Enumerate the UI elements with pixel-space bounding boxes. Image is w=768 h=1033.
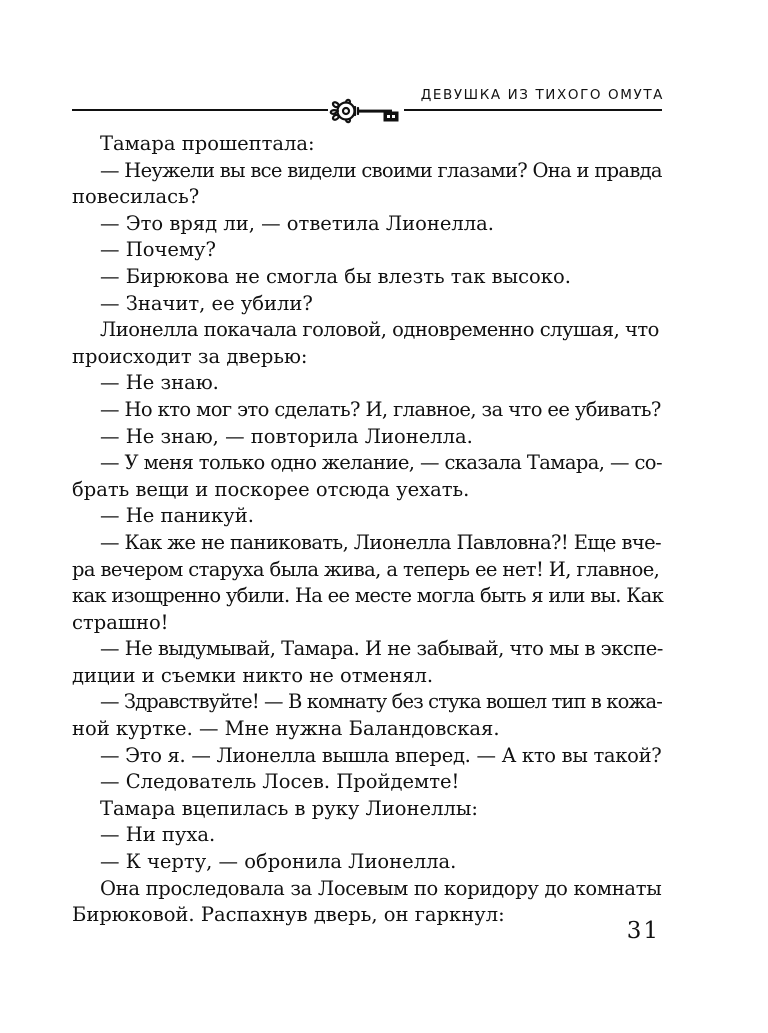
text-line: Тамара прошептала: (100, 132, 315, 155)
page-number: 31 (626, 918, 660, 944)
text-line: — Это вряд ли, — ответила Лионелла. (100, 211, 494, 235)
text-line: Она проследовала за Лосевым по коридору до комнаты (100, 876, 662, 900)
text-line: — Это я. — Лионелла вышла вперед. — А кто вы такой? (100, 743, 662, 767)
text-line: — Почему? (100, 238, 216, 262)
text-line: — Как же не паниковать, Лионелла Павловна?! Еще вче- (100, 530, 662, 554)
text-line: брать вещи и поскорее отсюда уехать. (72, 477, 470, 501)
text-line: ра вечером старуха была жива, а теперь ее нет! И, главное, (72, 557, 660, 581)
text-line: — Ни пуха. (100, 823, 216, 847)
running-head: ДЕВУШКА ИЗ ТИХОГО ОМУТА (420, 87, 664, 103)
text-span: — Неужели вы все видели своими глазами? Она и правда (100, 158, 662, 182)
text-line: как изощренно убили. На ее месте могла быть я или вы. Как (72, 584, 664, 608)
text-line: — Но кто мог это сделать? И, главное, за что ее убивать? (100, 397, 661, 421)
text-line: Тамара вцепилась в руку Лионеллы: (100, 796, 478, 820)
text-line: Лионелла покачала головой, одновременно слушая, что (100, 318, 659, 342)
text-line: — Здравствуйте! — В комнату без стука вошел тип в кожа- (100, 690, 662, 714)
text-line: — Не паникуй. (100, 504, 254, 528)
key-icon (328, 96, 404, 128)
text-line: — Бирюкова не смогла бы влезть так высоко. (100, 264, 571, 288)
text-line: страшно! (72, 610, 169, 634)
text-line: — Значит, ее убили? (100, 291, 313, 315)
text-line: — У меня только одно желание, — сказала Тамара, — со- (100, 451, 662, 475)
text-line: — Не знаю, — повторила Лионелла. (100, 424, 473, 448)
text-line: Бирюковой. Распахнув дверь, он гаркнул: (72, 903, 505, 927)
text-line: диции и съемки никто не отменял. (72, 663, 434, 687)
text-line: — Следователь Лосев. Пройдемте! (100, 770, 460, 794)
text-line: — К черту, — обронила Лионелла. (100, 850, 457, 874)
text-line: — Не выдумывай, Тамара. И не забывай, что мы в экспе- (100, 637, 663, 661)
text-line: происходит за дверью: (72, 344, 308, 368)
text-line: — Не знаю. (100, 371, 219, 395)
body-text (72, 131, 662, 929)
text-line: повесилась? (72, 185, 200, 209)
text-line (72, 158, 662, 185)
text-line: ной куртке. — Мне нужна Баландовская. (72, 717, 500, 741)
